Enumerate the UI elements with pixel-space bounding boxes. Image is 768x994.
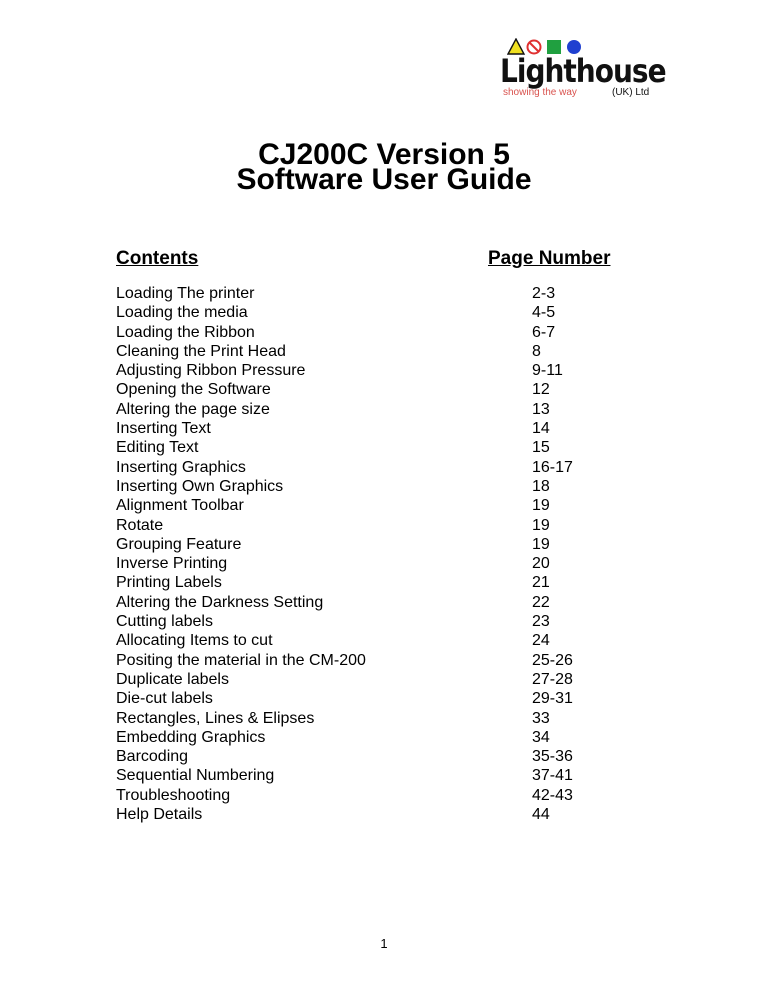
- toc-entry-title: Editing Text: [116, 439, 199, 457]
- toc-entry-title: Allocating Items to cut: [116, 632, 273, 650]
- toc-entry-page: 42-43: [532, 786, 573, 804]
- toc-entry-title: Alignment Toolbar: [116, 497, 244, 515]
- toc-entry: [116, 805, 676, 824]
- page-number-heading: Page Number: [488, 248, 611, 269]
- toc-entry-title: Barcoding: [116, 748, 189, 766]
- toc-entry-page: 16-17: [532, 458, 573, 476]
- toc-entry-page: 19: [532, 535, 550, 553]
- toc-entry-page: 6-7: [532, 323, 556, 341]
- toc-entry: [116, 438, 676, 457]
- toc-entry-page: 13: [532, 400, 550, 418]
- toc-entry: [116, 303, 676, 322]
- logo-tagline: showing the way: [503, 87, 577, 98]
- toc-entry-page: 44: [532, 806, 550, 824]
- toc-entry-page: 23: [532, 613, 550, 631]
- toc-entry-title: Inverse Printing: [116, 555, 228, 573]
- toc-entry-title: Adjusting Ribbon Pressure: [116, 362, 306, 380]
- toc-entry-page: 19: [532, 497, 550, 515]
- toc-entry-title: Opening the Software: [116, 381, 271, 399]
- document-title-line1: CJ200C Version 5: [258, 138, 510, 171]
- toc-entry: [116, 361, 676, 380]
- toc-entry-page: 25-26: [532, 651, 573, 669]
- toc-entry-title: Cutting labels: [116, 613, 213, 631]
- toc-entry-page: 2-3: [532, 285, 556, 302]
- document-title-line2: Software User Guide: [236, 163, 532, 196]
- toc-entry-title: Loading The printer: [116, 285, 255, 302]
- toc-entry: [116, 631, 676, 650]
- toc-entry-title: Duplicate labels: [116, 670, 229, 688]
- toc-entry-page: 8: [532, 342, 541, 360]
- toc-entry: [116, 786, 676, 805]
- toc-entry-title: Altering the Darkness Setting: [116, 593, 324, 611]
- toc-entry-title: Inserting Own Graphics: [116, 477, 284, 495]
- toc-entry-title: Positing the material in the CM-200: [116, 651, 366, 669]
- toc-entry-page: 34: [532, 728, 550, 746]
- toc-entry: [116, 612, 676, 631]
- toc-entry: [116, 323, 676, 342]
- toc-entry-page: 22: [532, 593, 550, 611]
- toc-entry: [116, 400, 676, 419]
- toc-entry: [116, 342, 676, 361]
- toc-entry-page: 21: [532, 574, 550, 592]
- toc-entry-page: 4-5: [532, 304, 556, 322]
- toc-entry-title: Sequential Numbering: [116, 767, 275, 785]
- toc-entry-page: 29-31: [532, 690, 573, 708]
- toc-entry: [116, 747, 676, 766]
- toc-entry-title: Cleaning the Print Head: [116, 342, 286, 360]
- toc-entry-page: 20: [532, 555, 550, 573]
- toc-entry-page: 9-11: [532, 362, 563, 380]
- toc-entry-page: 12: [532, 381, 550, 399]
- toc-entry-title: Loading the Ribbon: [116, 323, 255, 341]
- toc-entry-title: Loading the media: [116, 304, 248, 322]
- toc-entry-page: 15: [532, 439, 550, 457]
- toc-entry: [116, 670, 676, 689]
- toc-entry: [116, 689, 676, 708]
- toc-entry: [116, 535, 676, 554]
- toc-entry-title: Embedding Graphics: [116, 728, 266, 746]
- toc-entry-title: Troubleshooting: [116, 786, 231, 804]
- logo-suffix: (UK) Ltd: [612, 87, 650, 98]
- company-logo: [500, 38, 666, 102]
- toc-entry-title: Die-cut labels: [116, 690, 213, 708]
- toc-entry: [116, 380, 676, 399]
- toc-entry-title: Rotate: [116, 516, 164, 534]
- toc-entry-page: 33: [532, 709, 550, 727]
- toc-entry-title: Grouping Feature: [116, 535, 242, 553]
- toc-entry: [116, 593, 676, 612]
- toc-entry: [116, 284, 676, 303]
- toc-entry-page: 19: [532, 516, 550, 534]
- toc-entry-page: 14: [532, 420, 550, 438]
- toc-entry: [116, 766, 676, 785]
- toc-entry-title: Inserting Graphics: [116, 458, 246, 476]
- toc-entry: [116, 419, 676, 438]
- contents-heading: Contents: [116, 248, 199, 269]
- toc-entry-title: Altering the page size: [116, 400, 270, 418]
- toc-entry-page: 37-41: [532, 767, 573, 785]
- toc-entry: [116, 458, 676, 477]
- toc-entry-title: Help Details: [116, 806, 203, 824]
- toc-entry: [116, 477, 676, 496]
- toc-entry: [116, 496, 676, 515]
- toc-entry: [116, 516, 676, 535]
- toc-entry-title: Rectangles, Lines & Elipses: [116, 709, 315, 727]
- toc-entry-page: 24: [532, 632, 550, 650]
- toc-entry-title: Printing Labels: [116, 574, 222, 592]
- toc-entry-title: Inserting Text: [116, 420, 211, 438]
- toc-entry: [116, 651, 676, 670]
- toc-entry: [116, 728, 676, 747]
- table-of-contents: [116, 284, 676, 824]
- toc-entry: [116, 709, 676, 728]
- logo-wordmark: Lighthouse: [500, 52, 666, 90]
- toc-entry-page: 35-36: [532, 748, 573, 766]
- toc-entry: [116, 573, 676, 592]
- toc-entry-page: 27-28: [532, 670, 573, 688]
- toc-entry-page: 18: [532, 477, 550, 495]
- footer-page-number: 1: [380, 936, 388, 951]
- toc-entry: [116, 554, 676, 573]
